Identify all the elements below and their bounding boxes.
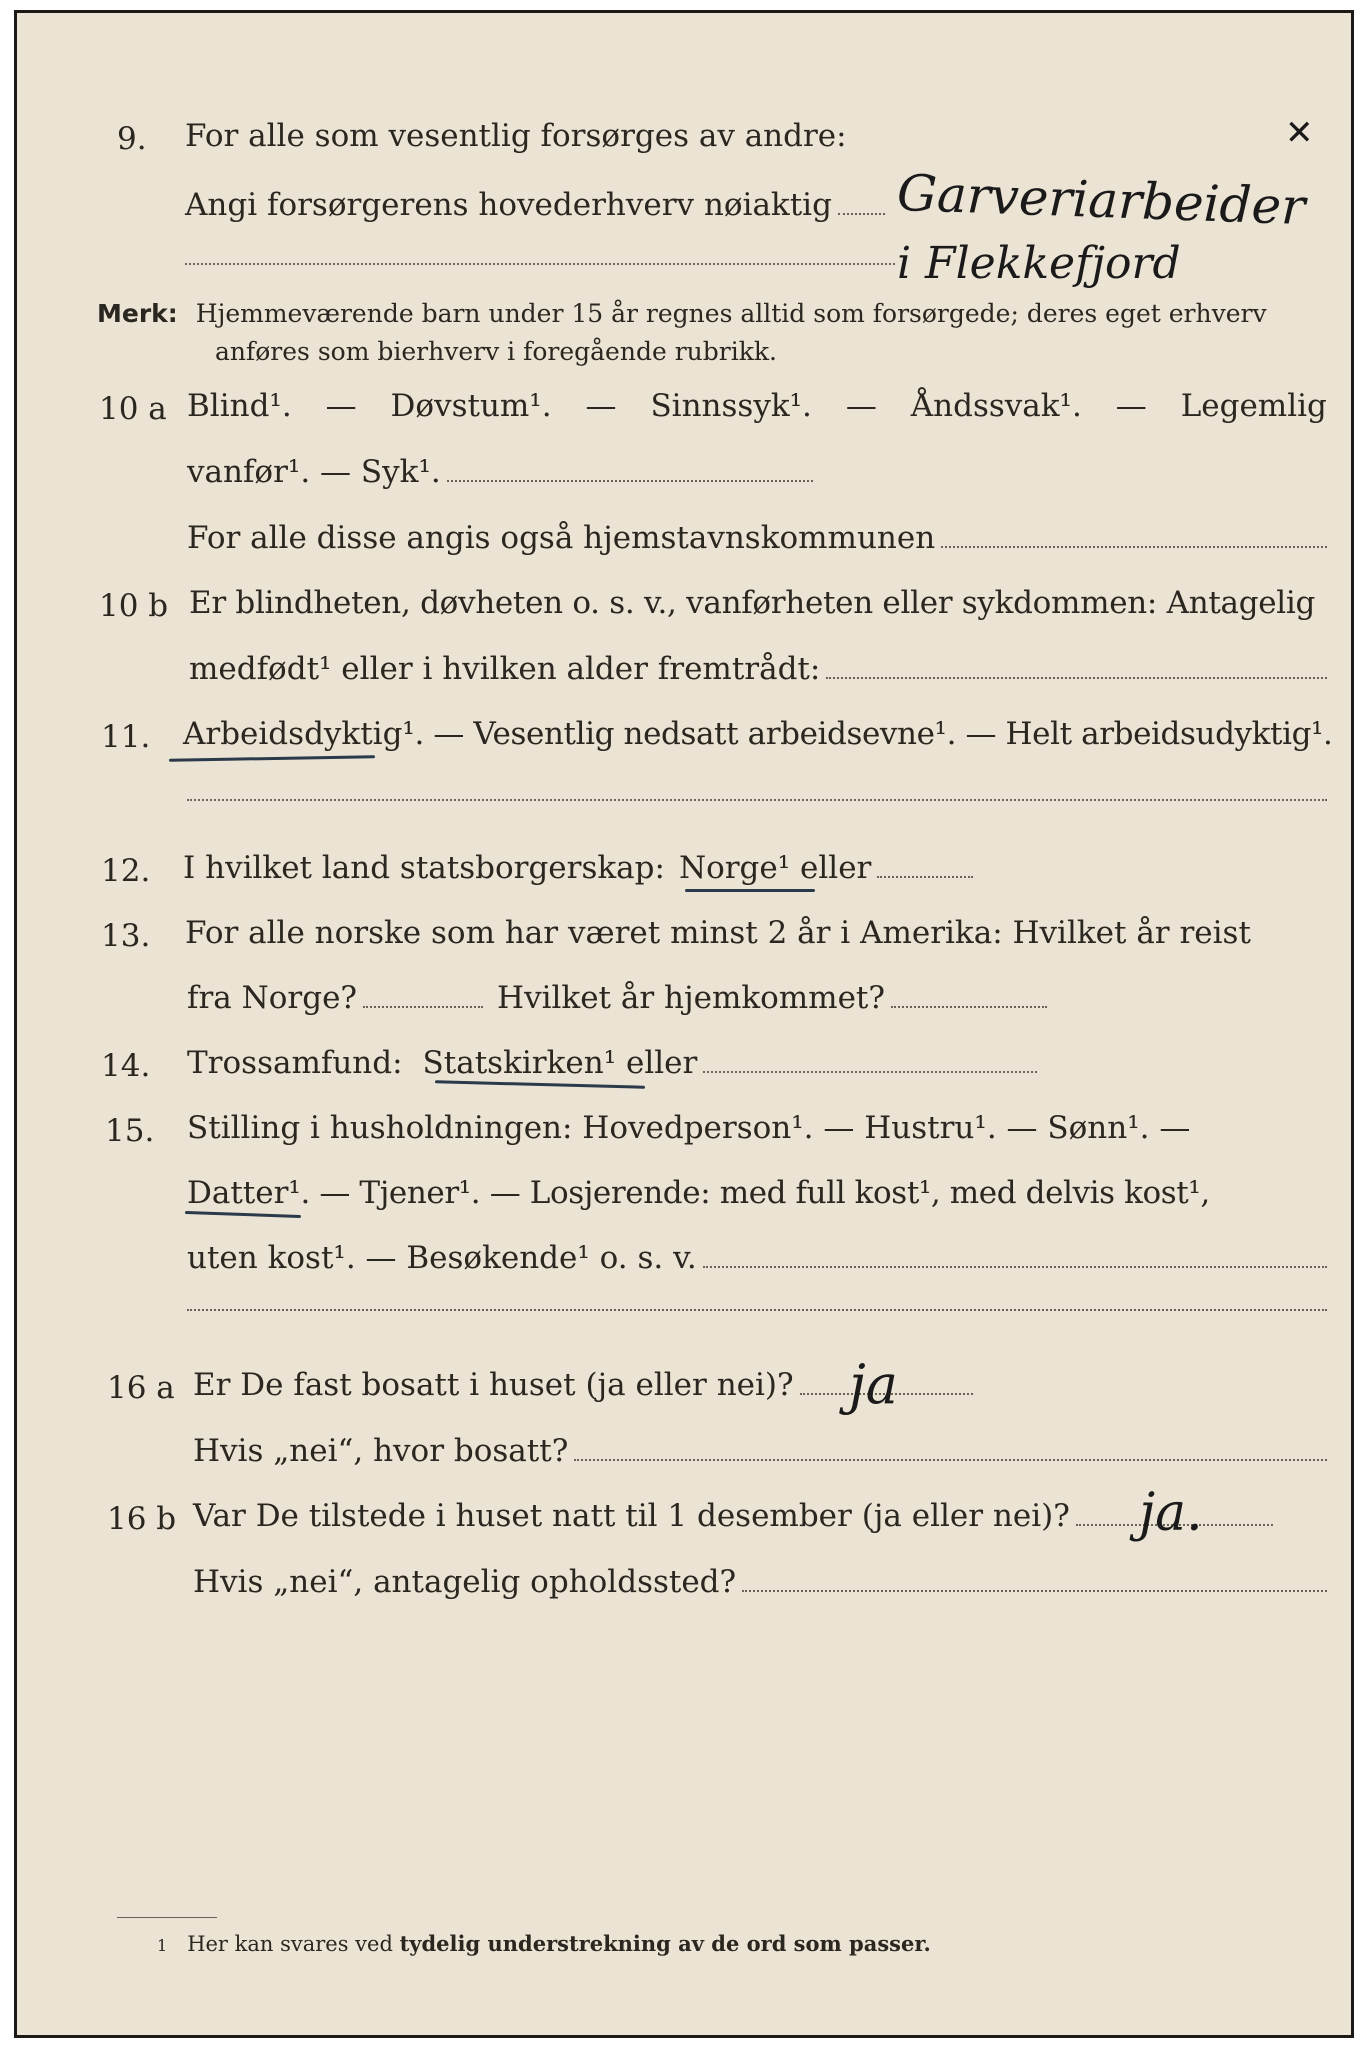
q15-line1-text: Stilling i husholdningen: Hovedperson¹. — Hustru¹. — Sønn¹. — <box>187 1110 1191 1146</box>
footnote-rule <box>117 1917 217 1918</box>
q14-line1 <box>187 1045 1037 1081</box>
q12-line1 <box>183 850 973 886</box>
q14-option-statskirken: Statskirken <box>422 1045 604 1081</box>
q15-dotted-line <box>703 1266 1327 1268</box>
q12-number: 12. <box>101 853 151 889</box>
q10a-line1 <box>187 388 1327 424</box>
footnote <box>157 1931 931 1956</box>
q13-number: 13. <box>101 918 151 954</box>
q10a-word: Legemlig <box>1180 388 1327 424</box>
q11-line1 <box>183 716 1333 752</box>
q12-suffix: ¹ eller <box>777 850 872 886</box>
census-form-page <box>14 10 1354 2038</box>
q10a-line3-text: For alle disse angis også hjemstavnskommunen <box>187 520 936 556</box>
q15-underline-mark <box>185 1211 301 1218</box>
q13-line2 <box>187 980 1047 1016</box>
q11-rest-text: ¹. — Vesentlig nedsatt arbeidsevne¹. — Helt arbeidsudyktig¹. <box>402 716 1333 752</box>
q10a-word: — <box>585 388 617 424</box>
q9-line2 <box>185 187 885 223</box>
q15-line1 <box>187 1110 1327 1146</box>
q15-number: 15. <box>105 1113 155 1149</box>
corner-mark: ✕ <box>1285 113 1314 153</box>
q12-underline-mark <box>685 889 815 892</box>
q16a-number: 16 a <box>107 1370 175 1406</box>
q14-suffix: ¹ eller <box>603 1045 698 1081</box>
q10a-line3 <box>187 520 1327 556</box>
q9-line1 <box>185 118 885 154</box>
q14-number: 14. <box>101 1048 151 1084</box>
merk-label: Merk: <box>97 299 178 328</box>
q16b-answer: ja. <box>1139 1483 1203 1543</box>
q11-number: 11. <box>101 719 151 755</box>
q14-dotted-line <box>703 1071 1037 1073</box>
q12-dotted-line <box>877 876 973 878</box>
q13-dotted-line-b <box>891 1006 1047 1008</box>
q15-line2 <box>187 1175 1337 1211</box>
q9-dotted-line <box>838 213 885 215</box>
q10a-word: — <box>1115 388 1147 424</box>
q15-line3-text: uten kost¹. — Besøkende¹ o. s. v. <box>187 1240 697 1276</box>
q10a-word: Blind¹. <box>187 388 292 424</box>
q13-part-b: Hvilket år hjemkommet? <box>497 980 886 1016</box>
q16a-line2-text: Hvis „nei“, hvor bosatt? <box>193 1433 569 1469</box>
merk-line1 <box>97 301 1267 326</box>
q11-option-arbeidsdyktig: Arbeidsdyktig <box>183 716 403 752</box>
q9-line3 <box>185 263 895 271</box>
q15-line3 <box>187 1240 1327 1276</box>
q10a-word: Sinnssyk¹. <box>650 388 812 424</box>
q10a-dotted-line <box>447 480 813 482</box>
q9-line1-text: For alle som vesentlig forsørges av andre: <box>185 118 847 154</box>
q16b-dotted-line-2 <box>742 1590 1327 1592</box>
q10a-line2-text: vanfør¹. — Syk¹. <box>187 454 441 490</box>
q16a-line2 <box>193 1433 1327 1469</box>
q10b-line2-text: medfødt¹ eller i hvilken alder fremtrådt: <box>189 651 821 687</box>
q10b-dotted-line <box>826 677 1327 679</box>
q15-dotted-line-2 <box>187 1309 1327 1311</box>
merk-line1-text: Hjemmeværende barn under 15 år regnes alltid som forsørgede; deres eget erhverv <box>195 299 1267 328</box>
q10b-line1 <box>189 585 1327 621</box>
q9-number: 9. <box>117 121 147 157</box>
q9-line2-text: Angi forsørgerens hovederhverv nøiaktig <box>185 187 832 223</box>
q11-dotted-line <box>187 799 1327 801</box>
q16b-line2 <box>193 1564 1327 1600</box>
q12-option-norge: Norge <box>678 850 778 886</box>
q10b-line1-text: Er blindheten, døvheten o. s. v., vanførheten eller sykdommen: Antagelig <box>189 585 1316 621</box>
q10a-word: — <box>325 388 357 424</box>
q13-part-a: fra Norge? <box>187 980 358 1016</box>
q10a-dotted-line-2 <box>941 546 1327 548</box>
q9-answer-line1: Garveriarbeider <box>896 163 1307 237</box>
q13-line1-text: For alle norske som har været minst 2 år i Amerika: Hvilket år reist <box>185 915 1251 951</box>
q13-dotted-line-a <box>363 1006 483 1008</box>
q10a-word: Åndssvak¹. <box>910 388 1082 424</box>
q15-line4 <box>187 1309 1327 1317</box>
merk-line2: anføres som bierhverv i foregående rubrikk. <box>215 337 777 366</box>
footnote-marker: 1 <box>157 1936 168 1955</box>
q11-line2 <box>187 799 1327 807</box>
q10b-line2 <box>189 651 1327 687</box>
q15-line2-rest: ¹. — Tjener¹. — Losjerende: med full kost¹, med delvis kost¹, <box>288 1175 1210 1211</box>
q10a-word: Døvstum¹. <box>390 388 552 424</box>
q9-dotted-line-2 <box>185 263 895 265</box>
q14-prefix: Trossamfund: <box>187 1045 403 1081</box>
q14-underline-mark <box>435 1080 645 1088</box>
q12-prefix: I hvilket land statsborgerskap: <box>183 850 665 886</box>
q16a-line1-text: Er De fast bosatt i huset (ja eller nei)? <box>193 1367 794 1403</box>
q10a-word: — <box>845 388 877 424</box>
footnote-text: Her kan svares ved <box>187 1932 393 1956</box>
q16a-answer: ja <box>849 1353 898 1416</box>
q10a-line2 <box>187 454 813 490</box>
q10a-number: 10 a <box>99 391 167 427</box>
q16b-line1-text: Var De tilstede i huset natt til 1 desember (ja eller nei)? <box>193 1498 1070 1534</box>
q15-option-datter: Datter <box>187 1175 289 1211</box>
q10b-number: 10 b <box>99 588 169 624</box>
q16b-line1 <box>193 1498 1273 1534</box>
q9-answer-line2: i Flekkefjord <box>897 238 1181 289</box>
q16b-number: 16 b <box>107 1501 177 1537</box>
q16b-line2-text: Hvis „nei“, antagelig opholdssted? <box>193 1564 737 1600</box>
footnote-bold: tydelig understrekning av de ord som passer. <box>399 1931 931 1956</box>
q16a-dotted-line-2 <box>574 1459 1327 1461</box>
q11-underline-mark <box>169 755 375 762</box>
q13-line1 <box>185 915 1327 951</box>
